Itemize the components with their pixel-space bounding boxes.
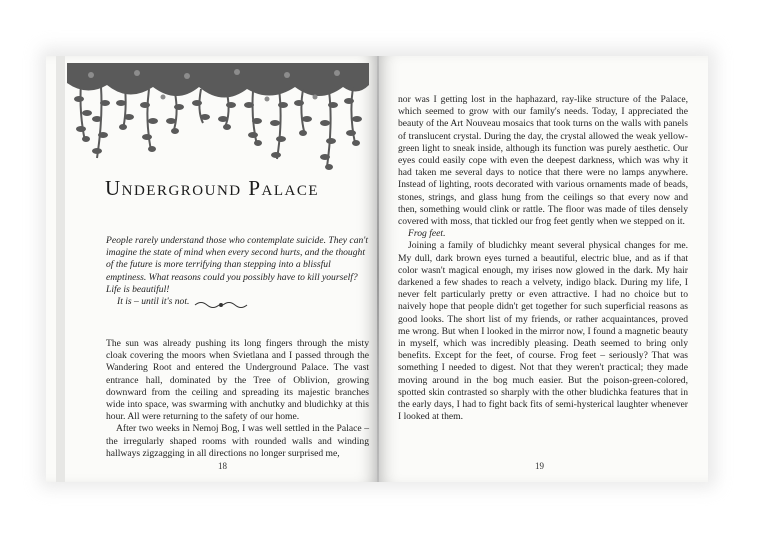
epigraph <box>106 235 368 308</box>
foliage-illustration <box>67 63 369 173</box>
page-number-left: 18 <box>218 461 227 471</box>
book-spine <box>377 56 379 482</box>
chapter-title: Underground Palace <box>104 176 320 200</box>
paragraph: nor was I getting lost in the haphazard, ray-like structure of the Palace, which seemed to grow with our family's needs. Today, I appreciated the beauty of the Art Nouveau mosaics that took turns on the walls with panels of translucent crystal. During the day, the crystal allowed the weak yellow-green light to sneak inside, although its function was purely aesthetic. Our eyes could easily cope with even the deepest darkness, which was why it had taken me several days to notice that there were no lamps anywhere. Instead of lighting, roots decorated with various ornaments made of beads, stones, strings, and glass hung from the ceilings so that every now and then, something would clink or rattle. The floor was made of tiles densely covered with moss, that tickled our frog feet gently when we stepped on it. <box>398 94 688 228</box>
page-edge <box>56 56 65 482</box>
paragraph: Frog feet. <box>408 228 446 240</box>
page-number-right: 19 <box>535 461 544 471</box>
epigraph-tail: It is – until it's not. <box>117 296 190 308</box>
section-ornament <box>191 300 251 310</box>
paragraph: After two weeks in Nemoj Bog, I was well settled in the Palace – the irregularly shaped rooms with rounded walls and winding hallways zigzagging in all directions no longer surprised me, <box>106 423 369 459</box>
right-page <box>378 56 708 482</box>
right-body-text <box>398 94 688 423</box>
epigraph-text: People rarely understand those who contemplate suicide. They can't imagine the state of mind when every second hurts, and the thought of the future is more terrifying than stepping into a blissful emptiness. What reasons could you possibly have to kill yourself? Life is beautiful! <box>106 235 369 295</box>
left-body-text <box>106 338 369 460</box>
left-page <box>46 56 378 482</box>
paragraph: Joining a family of bludichky meant several physical changes for me. My dull, dark brown eyes turned a beautiful, electric blue, and as if that color wasn't magical enough, my irises now glowed in the dark. My hair darkened a few shades to reach a velvety, indigo black. During my life, I never felt particularly pretty or even attractive. I had no choice but to naively hope that people didn't get together for such superficial reasons as good looks. The short list of my friends, or rather acquaintances, proved me wrong. But when I looked in the mirror now, I found a magnetic beauty in myself, which was incredibly pleasing. Death seemed to bring only benefits. Except for the feet, of course. Frog feet – seriously? That was something I needed to digest. Not that they weren't practical; they made moving around in the bog much easier. But the poison-green-colored, spotted skin contrasted so sharply with the other bludichka features that in the early days, I had to fight back fits of semi-hysterical laughter whenever I looked at them. <box>398 240 688 423</box>
paragraph: The sun was already pushing its long fingers through the misty cloak covering the moors when Svietlana and I passed through the Wandering Root and entered the Underground Palace. The vast entrance hall, dominated by the Tree of Oblivion, growing downward from the ceiling and spreading its majestic branches wide into space, was swarming with anchutky and bludichky at this hour. All were returning to the safety of our home. <box>106 338 369 423</box>
